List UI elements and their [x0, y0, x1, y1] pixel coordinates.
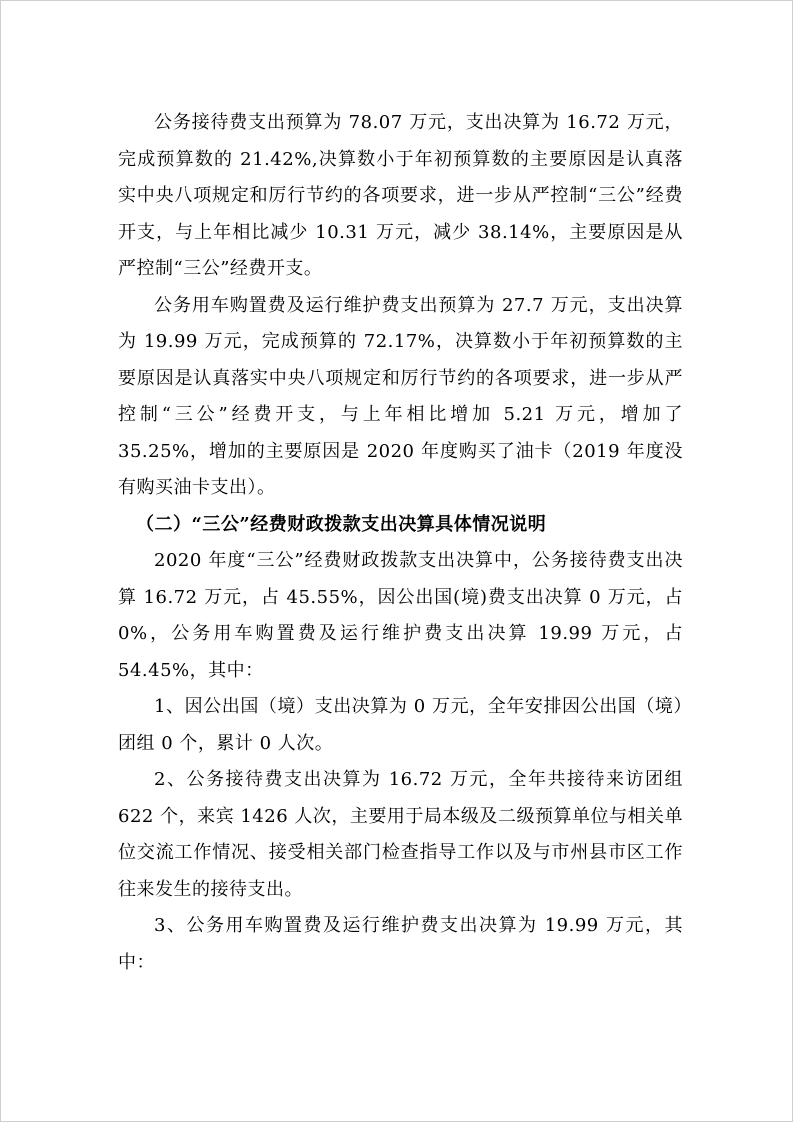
paragraph-vehicle-expenses: 公务用车购置费及运行维护费支出预算为 27.7 万元，支出决算为 19.99 万元，完成预算的 72.17%，决算数小于年初预算数的主要原因是认真落实中央八项规定和厉行节约的各项要求，进一步从严控制“三公”经费开支，与上年相比增加 5.21 万元，增加了 35.25%，增加的主要原因是 2020 年度购买了油卡（2019 年度没有购买油卡支出）。: [118, 294, 683, 498]
paragraph-summary: 2020 年度“三公”经费财政拨款支出决算中，公务接待费支出决算 16.72 万元，占 45.55%，因公出国(境)费支出决算 0 万元，占 0%，公务用车购置费及运行维护费支出决算 19.99 万元，占 54.45%，其中：: [118, 550, 683, 681]
section-heading: （二）“三公”经费财政拨款支出决算具体情况说明: [136, 513, 547, 535]
paragraph-item-3: 3、公务用车购置费及运行维护费支出决算为 19.99 万元，其中：: [118, 915, 683, 973]
paragraph-item-2: 2、公务接待费支出决算为 16.72 万元，全年共接待来访团组 622 个，来宾 1426 人次，主要用于局本级及二级预算单位与相关单位交流工作情况、接受相关部门检查指导工作以及与市州县市区工作往来发生的接待支出。: [118, 769, 683, 900]
paragraph-item-1: 1、因公出国（境）支出决算为 0 万元，全年安排因公出国（境）团组 0 个，累计 0 人次。: [118, 696, 683, 754]
paragraph-reception-expenses: 公务接待费支出预算为 78.07 万元，支出决算为 16.72 万元，完成预算数的 21.42%,决算数小于年初预算数的主要原因是认真落实中央八项规定和厉行节约的各项要求，进一步从严控制“三公”经费开支，与上年相比减少 10.31 万元，减少 38.14%，主要原因是从严控制“三公”经费开支。: [118, 112, 683, 279]
document-body: [118, 105, 683, 981]
